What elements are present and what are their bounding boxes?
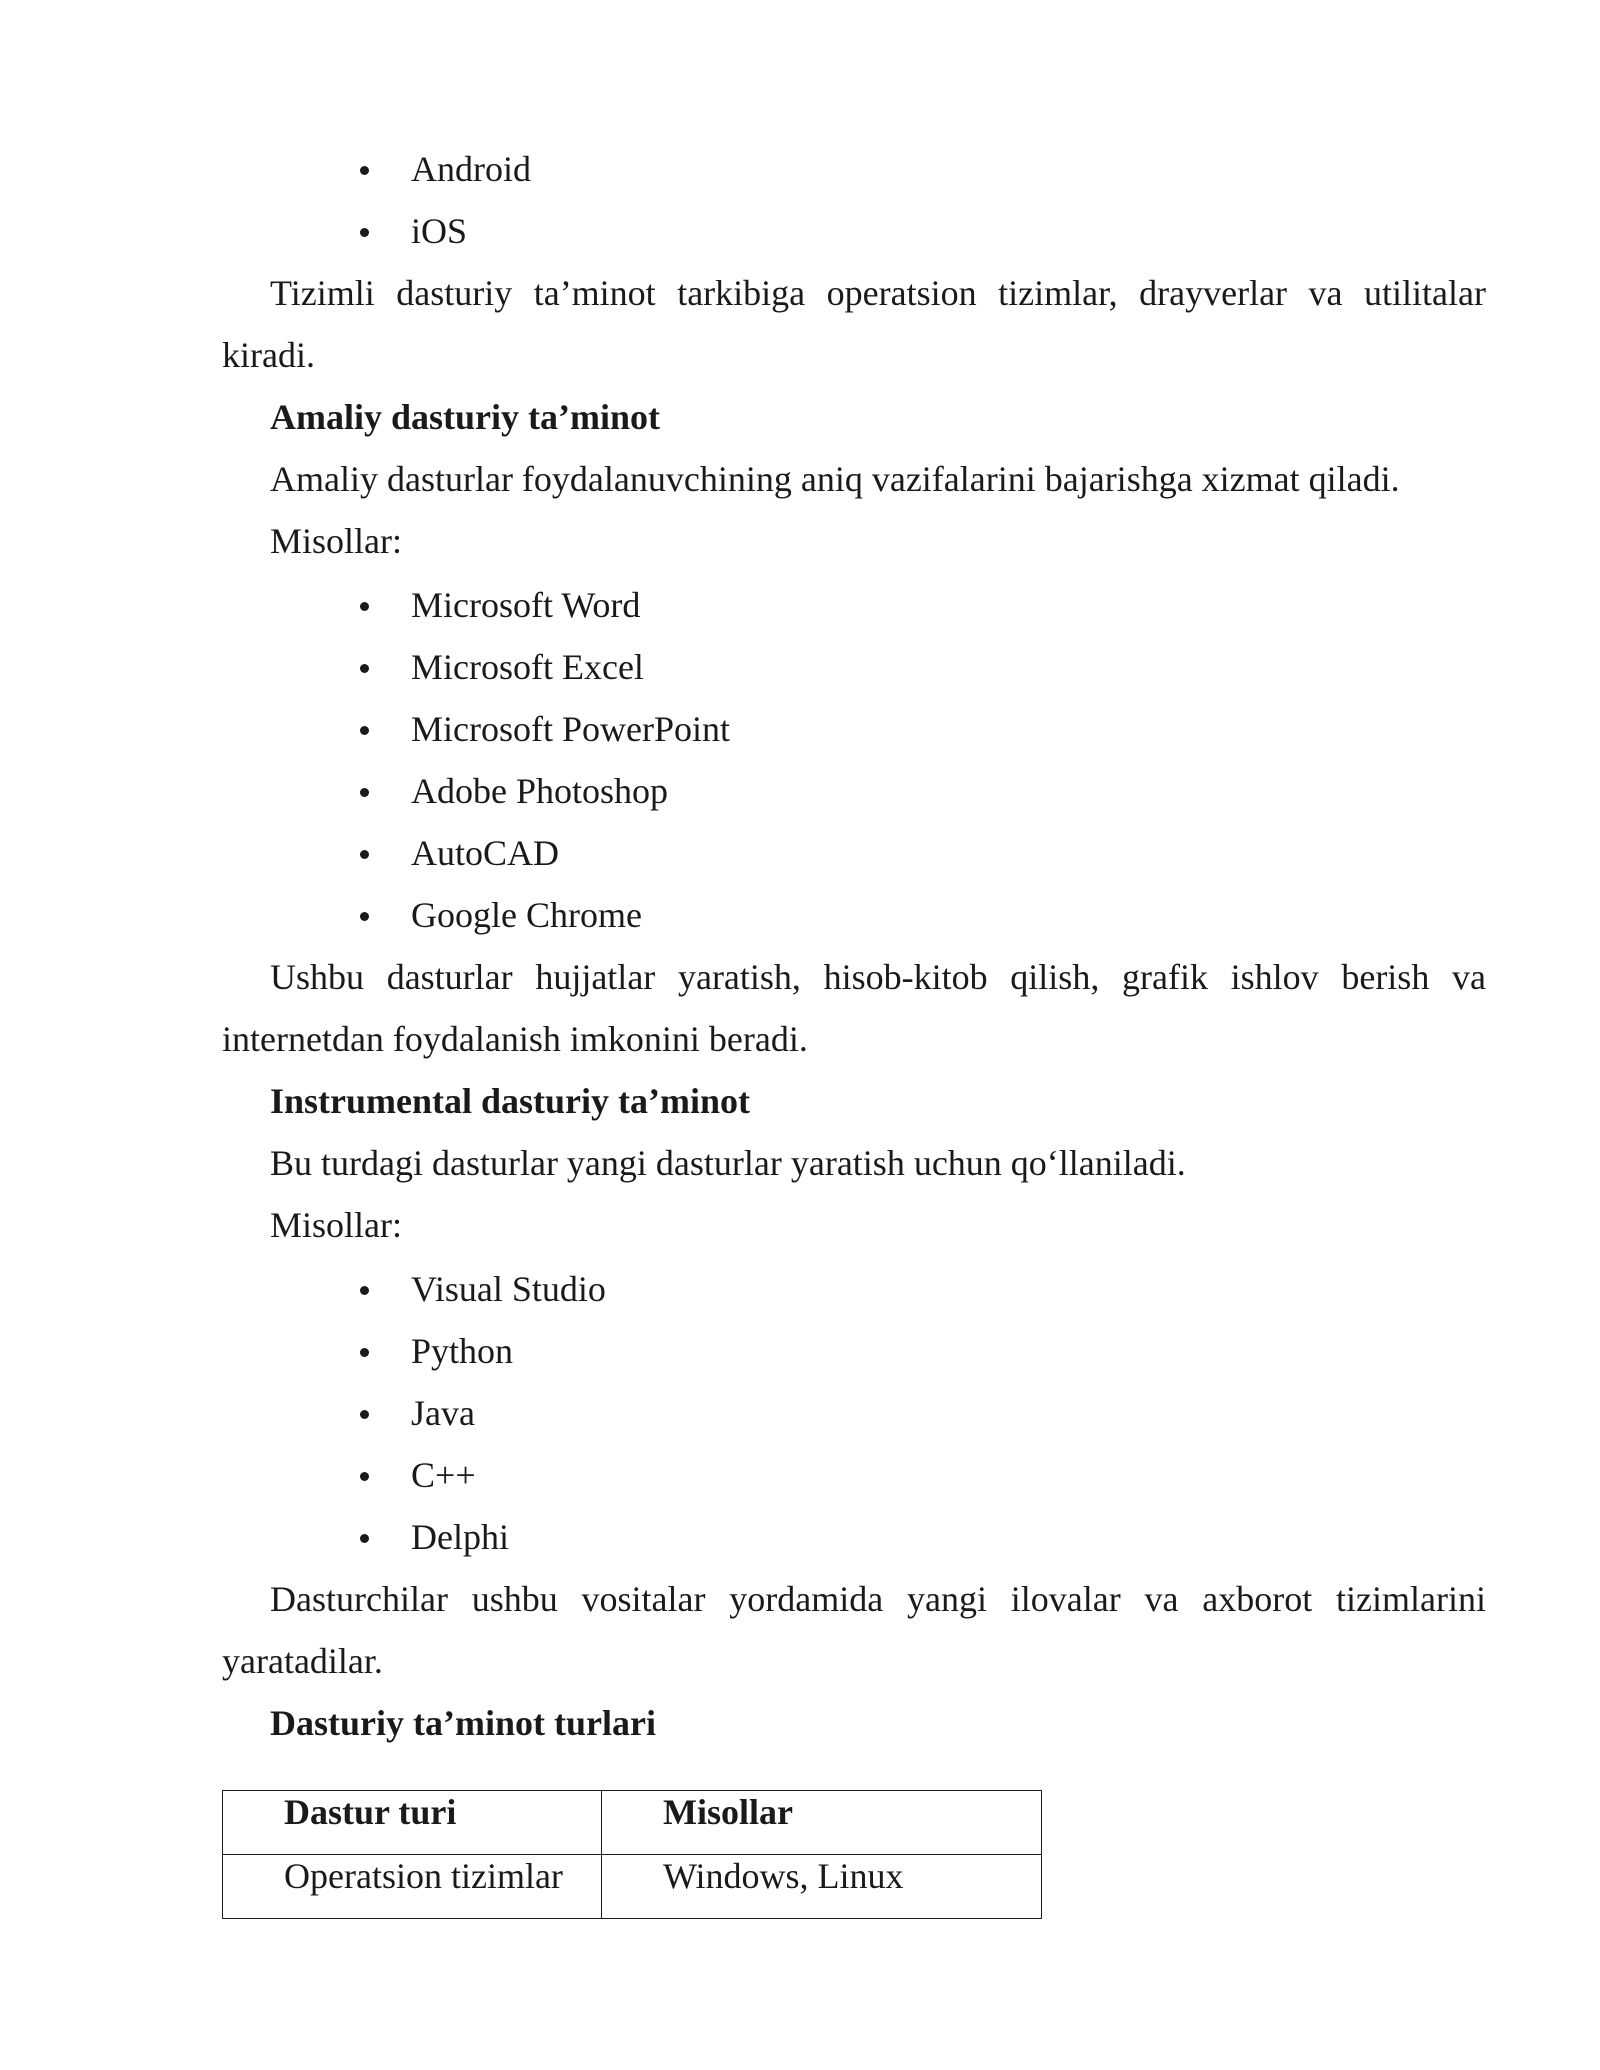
bullet-dot	[360, 1286, 369, 1295]
bullet-dot	[360, 850, 369, 859]
table-header-cell: Misollar	[602, 1791, 1042, 1855]
list-item: Java	[411, 1393, 475, 1433]
paragraph-applied-summary-line2: internetdan foydalanish imkonini beradi.	[222, 1019, 808, 1059]
list-item: Google Chrome	[411, 895, 642, 935]
table-cell: Windows, Linux	[602, 1855, 1042, 1919]
heading-table: Dasturiy ta’minot turlari	[270, 1703, 656, 1743]
table-cell: Operatsion tizimlar	[223, 1855, 602, 1919]
software-types-table	[222, 1790, 1042, 1919]
table-header-row	[223, 1791, 1042, 1855]
list-item: AutoCAD	[411, 833, 560, 873]
examples-label: Misollar:	[270, 521, 402, 561]
bullet-dot	[360, 912, 369, 921]
bullet-dot	[360, 1348, 369, 1357]
bullet-dot	[360, 1534, 369, 1543]
paragraph-system-line2: kiradi.	[222, 335, 315, 375]
table-row	[223, 1855, 1042, 1919]
heading-applied: Amaliy dasturiy ta’minot	[270, 397, 660, 437]
list-item: Android	[411, 149, 531, 189]
list-item: Adobe Photoshop	[411, 771, 669, 811]
list-item: Microsoft PowerPoint	[411, 709, 730, 749]
paragraph-applied-intro: Amaliy dasturlar foydalanuvchining aniq vazifalarini bajarishga xizmat qiladi.	[270, 459, 1400, 499]
bullet-dot	[360, 602, 369, 611]
list-item: Microsoft Excel	[411, 647, 644, 687]
bullet-dot	[360, 788, 369, 797]
paragraph-system-line1: Tizimli dasturiy ta’minot tarkibiga operatsion tizimlar, drayverlar va utilitalar	[270, 273, 1486, 313]
bullet-dot	[360, 228, 369, 237]
table-header-cell: Dastur turi	[223, 1791, 602, 1855]
paragraph-instrumental-intro: Bu turdagi dasturlar yangi dasturlar yaratish uchun qo‘llaniladi.	[270, 1143, 1186, 1183]
list-item: Python	[411, 1331, 514, 1371]
bullet-dot	[360, 1472, 369, 1481]
examples-label: Misollar:	[270, 1205, 402, 1245]
paragraph-instrumental-summary-line1: Dasturchilar ushbu vositalar yordamida yangi ilovalar va axborot tizimlarini	[270, 1579, 1486, 1619]
paragraph-instrumental-summary-line2: yaratadilar.	[222, 1641, 383, 1681]
bullet-dot	[360, 1410, 369, 1419]
list-item: Microsoft Word	[411, 585, 641, 625]
list-item: Delphi	[411, 1517, 509, 1557]
heading-instrumental: Instrumental dasturiy ta’minot	[270, 1081, 751, 1121]
bullet-dot	[360, 166, 369, 175]
list-item: Visual Studio	[411, 1269, 606, 1309]
list-item: iOS	[411, 211, 468, 251]
bullet-dot	[360, 664, 369, 673]
list-item: C++	[411, 1455, 476, 1495]
paragraph-applied-summary-line1: Ushbu dasturlar hujjatlar yaratish, hisob-kitob qilish, grafik ishlov berish va	[270, 957, 1486, 997]
bullet-dot	[360, 726, 369, 735]
